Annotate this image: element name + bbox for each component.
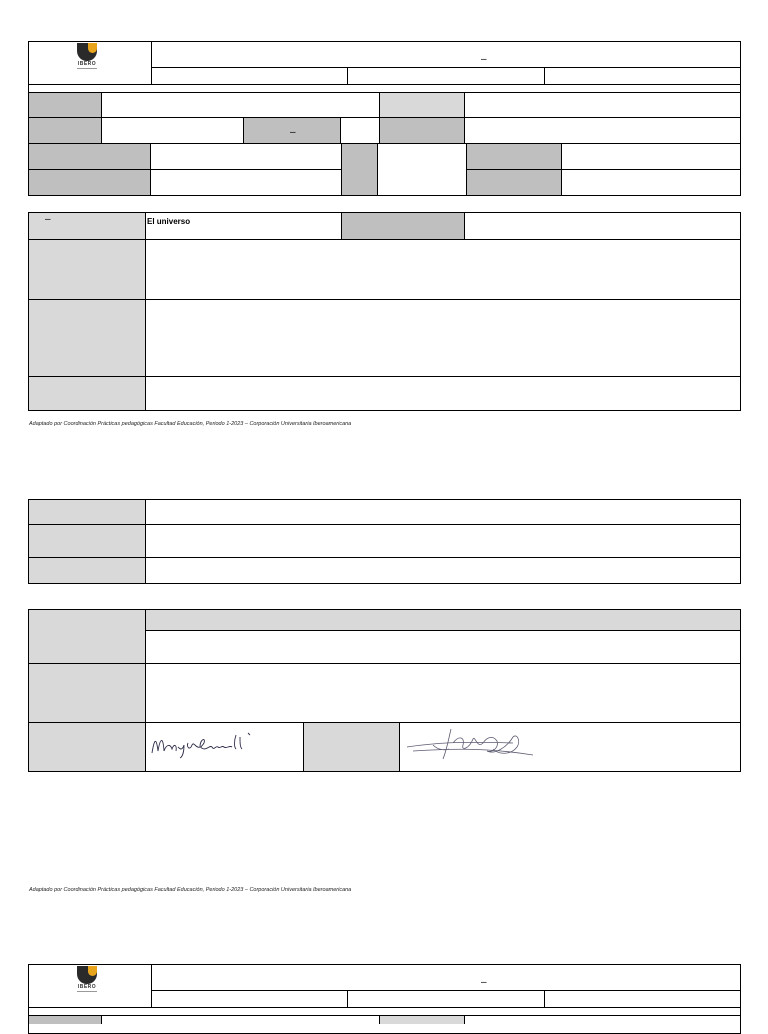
ibero-logo [77, 966, 97, 992]
label-cell [379, 118, 465, 143]
label-cell [379, 1016, 465, 1024]
footer-text: Adaptado por Coordinación Prácticas pedagógicas Facultad Educación, Periodo 1-2023 – Corporación Universitaria Iberoamericana [29, 421, 352, 427]
label-cell [29, 723, 146, 771]
label-cell [379, 93, 465, 117]
label-cell [304, 723, 400, 771]
label-cell [29, 118, 102, 143]
label-cell [29, 558, 146, 583]
logo-text: IBERO [77, 61, 97, 67]
logo-cell [28, 964, 152, 1007]
label-cell [466, 144, 562, 169]
header-dash: – [481, 977, 487, 988]
logo-cell [28, 41, 152, 84]
topic-value: El universo [147, 217, 191, 226]
label-cell [29, 1016, 102, 1024]
label-cell [341, 213, 465, 239]
shield-icon [77, 966, 97, 984]
label-cell [29, 144, 151, 169]
label-cell [29, 240, 146, 299]
signature-1 [148, 727, 263, 761]
label-cell [341, 144, 378, 195]
row-dash: – [290, 127, 296, 138]
shield-icon [77, 43, 97, 61]
footer-text: Adaptado por Coordinación Prácticas pedagógicas Facultad Educación, Periodo 1-2023 – Corporación Universitaria Iberoamericana [29, 887, 352, 893]
label-cell [29, 664, 146, 722]
label-cell [29, 500, 146, 524]
label-cell [29, 93, 102, 117]
label-cell [466, 170, 562, 195]
label-cell [29, 525, 146, 557]
label-cell [29, 610, 146, 663]
label-cell [29, 377, 146, 410]
label-cell [29, 170, 151, 195]
label-cell [29, 300, 146, 376]
logo-text: IBERO [77, 984, 97, 990]
signature-2 [403, 725, 543, 765]
topic-dash: – [45, 214, 51, 225]
header-dash: – [481, 54, 487, 65]
ibero-logo [77, 43, 97, 69]
